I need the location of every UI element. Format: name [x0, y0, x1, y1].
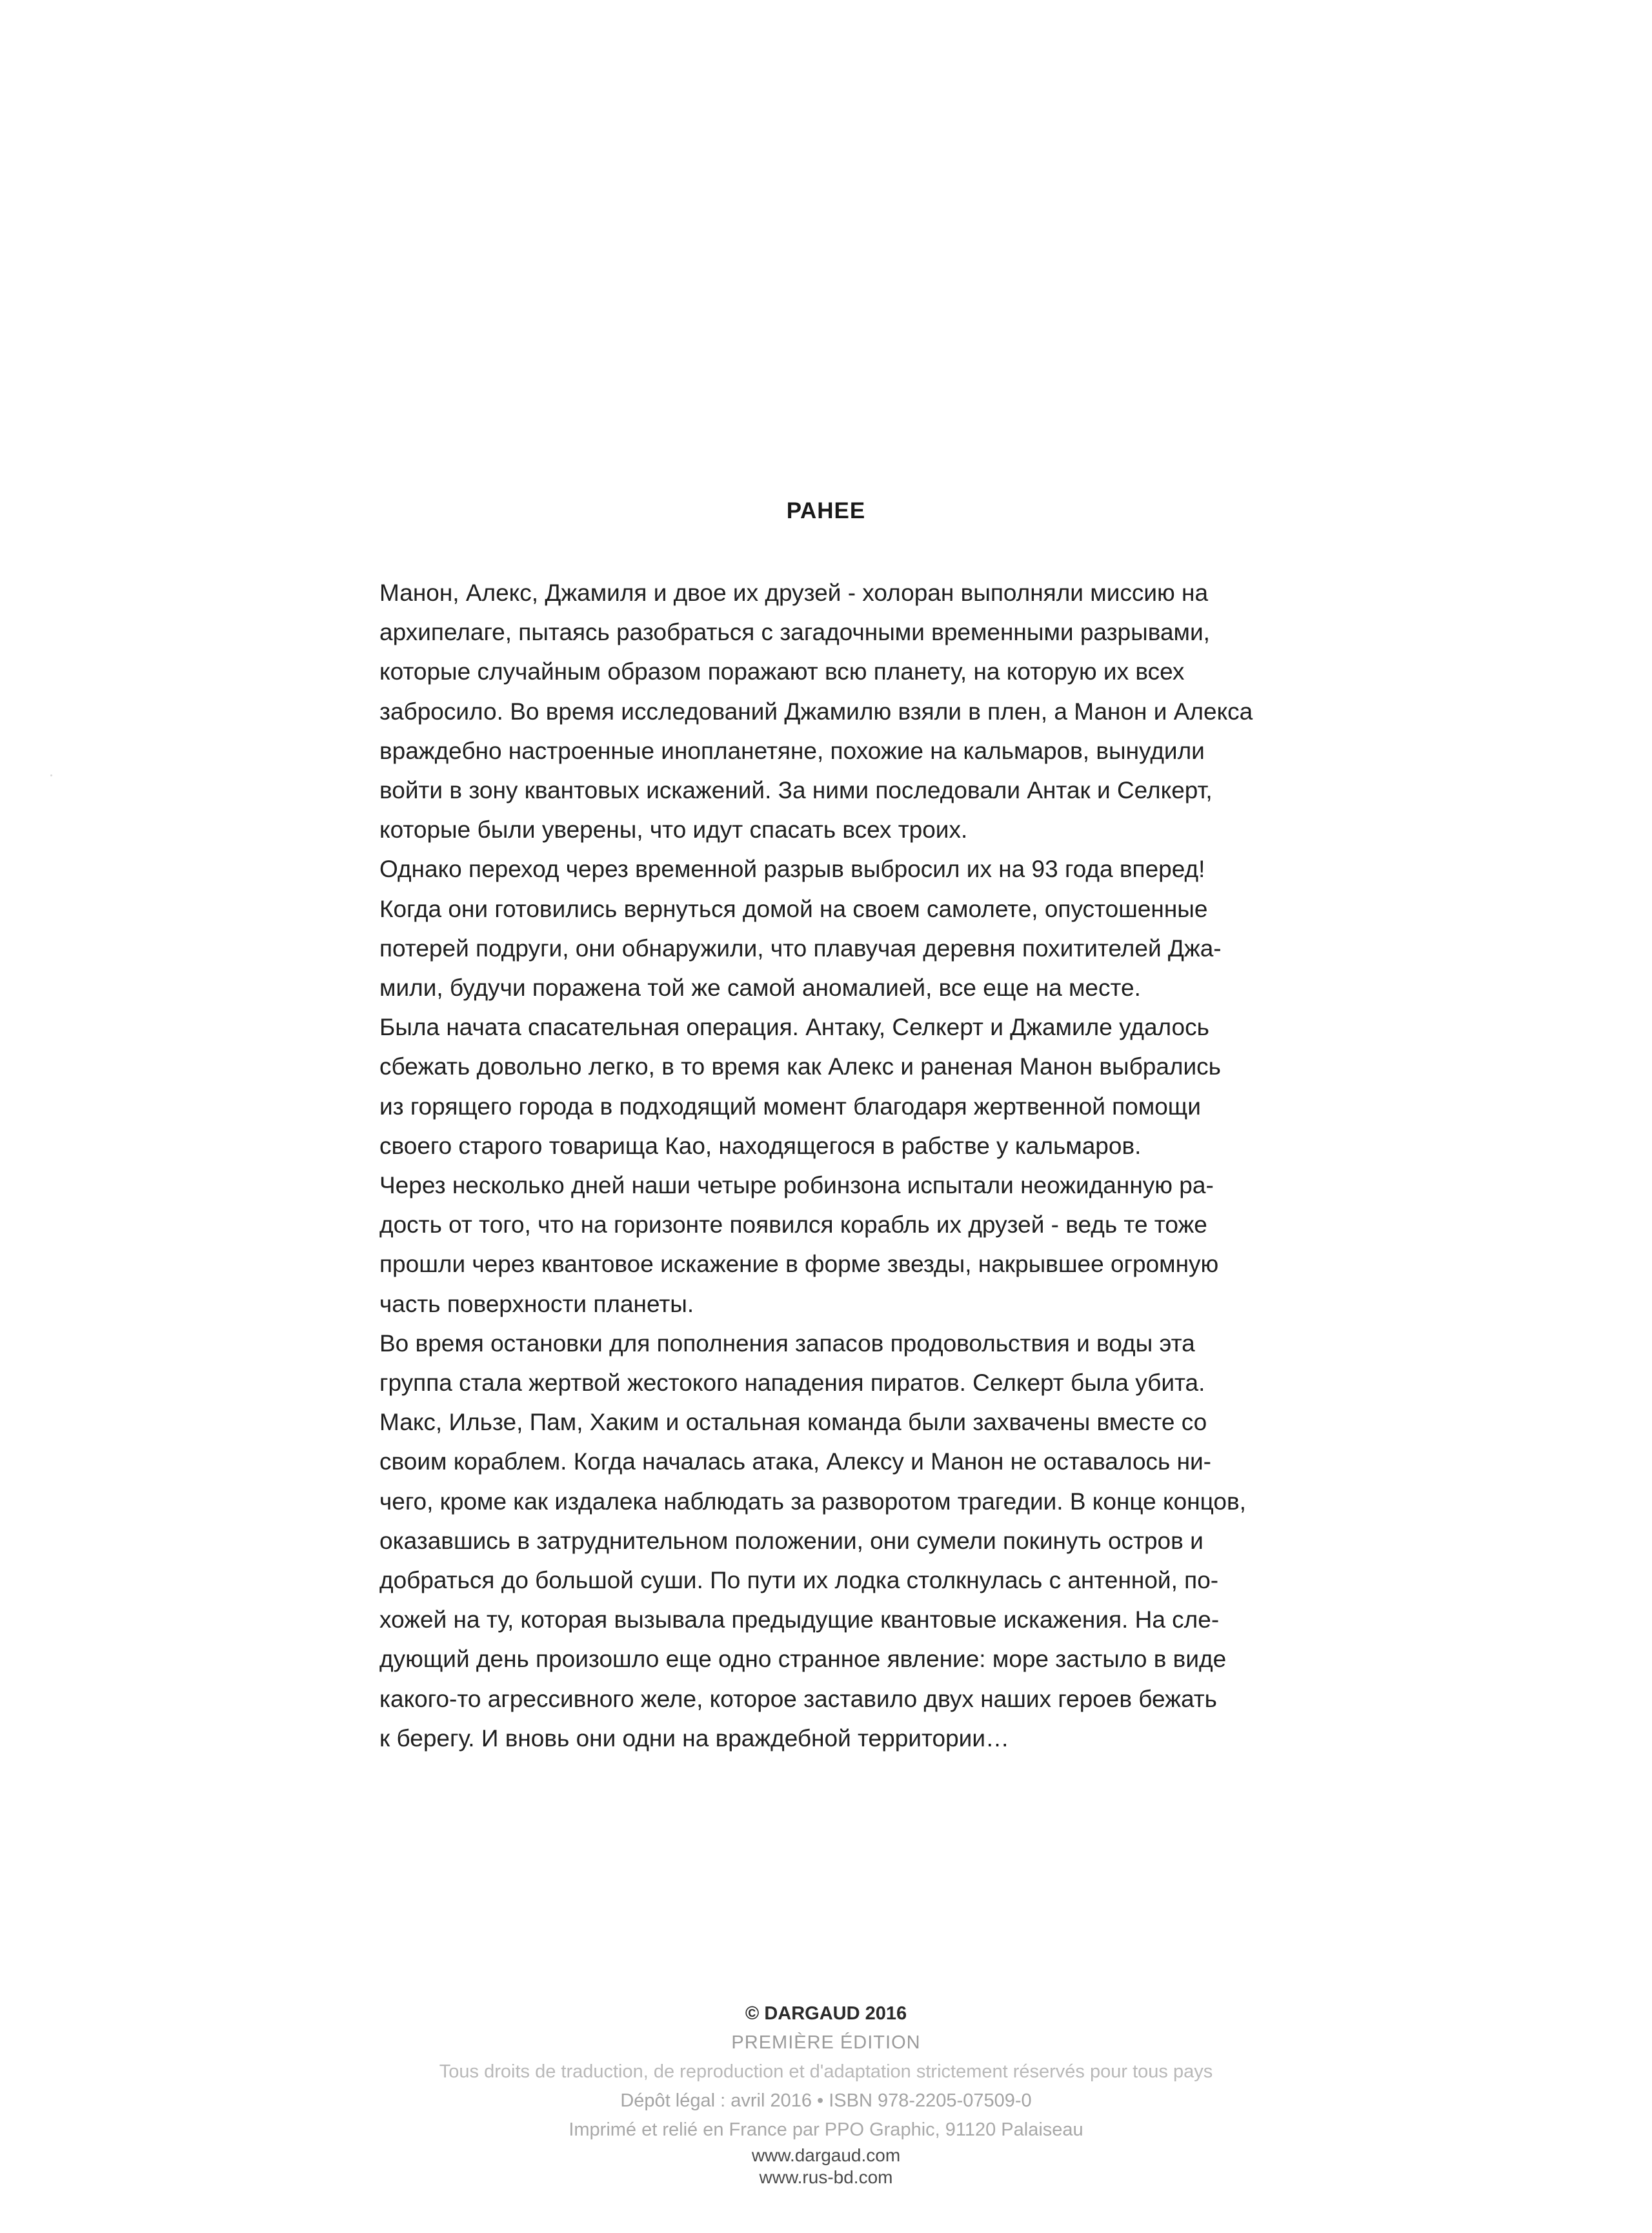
text-line: дующий день произошло еще одно странное явление: море застыло в виде — [379, 1646, 1227, 1673]
text-line: своего старого товарища Као, находящегося в рабстве у кальмаров. — [379, 1132, 1142, 1159]
text-line: дость от того, что на горизонте появился корабль их друзей - ведь те тоже — [379, 1211, 1207, 1238]
text-line: Однако переход через временной разрыв выбросил их на 93 года вперед! — [379, 856, 1205, 883]
text-line: чего, кроме как издалека наблюдать за разворотом трагедии. В конце концов, — [379, 1488, 1246, 1515]
publisher-imprint — [0, 1999, 1652, 2188]
text-line: мили, будучи поражена той же самой аномалией, все еще на месте. — [379, 975, 1141, 1002]
text-line: группа стала жертвой жестокого нападения пиратов. Селкерт была убита. — [379, 1369, 1205, 1397]
section-heading: РАНЕЕ — [786, 498, 866, 523]
printer-line: Imprimé et relié en France par PPO Graphic, 91120 Palaiseau — [569, 2119, 1083, 2140]
text-line: войти в зону квантовых искажений. За ними последовали Антак и Селкерт, — [379, 777, 1213, 804]
rights-line: Tous droits de traduction, de reproduction et d'adaptation strictement réservés pour tous pays — [439, 2061, 1213, 2082]
text-line: оказавшись в затруднительном положении, они сумели покинуть остров и — [379, 1527, 1204, 1554]
text-line: Через несколько дней наши четыре робинзона испытали неожиданную ра- — [379, 1172, 1214, 1199]
text-line: из горящего города в подходящий момент благодаря жертвенной помощи — [379, 1093, 1201, 1120]
text-line: Манон, Алекс, Джамиля и двое их друзей - холоран выполняли миссию на — [379, 580, 1209, 606]
text-line: враждебно настроенные инопланетяне, похожие на кальмаров, вынудили — [379, 737, 1205, 764]
text-line: Макс, Ильзе, Пам, Хаким и остальная команда были захвачены вместе со — [379, 1409, 1207, 1436]
text-line: Во время остановки для пополнения запасов продовольствия и воды эта — [379, 1329, 1195, 1357]
edition-line: PREMIÈRE ÉDITION — [731, 2032, 921, 2053]
text-line: которые случайным образом поражают всю планету, на которую их всех — [379, 658, 1185, 685]
text-line: добраться до большой суши. По пути их лодка столкнулась с антенной, по- — [379, 1567, 1219, 1594]
text-line: какого-то агрессивного желе, которое заставило двух наших героев бежать — [379, 1685, 1217, 1712]
text-line: часть поверхности планеты. — [379, 1290, 694, 1317]
text-line: сбежать довольно легко, в то время как Алекс и раненая Манон выбрались — [379, 1053, 1221, 1080]
text-line: своим кораблем. Когда началась атака, Алексу и Манон не оставалось ни- — [379, 1448, 1212, 1475]
text-line: прошли через квантовое искажение в форме звезды, накрывшее огромную — [379, 1251, 1219, 1278]
text-line: к берегу. И вновь они одни на враждебной территории… — [379, 1724, 1009, 1752]
text-line: архипелаге, пытаясь разобраться с загадочными временными разрывами, — [379, 619, 1210, 646]
scan-speck — [50, 774, 52, 776]
text-line: Была начата спасательная операция. Антаку, Селкерт и Джамиле удалось — [379, 1014, 1209, 1041]
website-link: www.dargaud.com — [751, 2145, 901, 2165]
text-line: потерей подруги, они обнаружили, что плавучая деревня похитителей Джа- — [379, 935, 1222, 962]
text-line: Когда они готовились вернуться домой на своем самолете, опустошенные — [379, 895, 1208, 922]
copyright-line: © DARGAUD 2016 — [745, 2003, 907, 2024]
text-line: хожей на ту, которая вызывала предыдущие квантовые искажения. На сле- — [379, 1606, 1220, 1633]
recap-text — [379, 573, 1309, 1758]
text-line: забросило. Во время исследований Джамилю взяли в плен, а Манон и Алекса — [379, 698, 1253, 725]
legal-deposit-line: Dépôt légal : avril 2016 • ISBN 978-2205-07509-0 — [620, 2090, 1032, 2111]
text-line: которые были уверены, что идут спасать всех троих. — [379, 816, 968, 844]
website-link: www.rus-bd.com — [759, 2167, 893, 2187]
